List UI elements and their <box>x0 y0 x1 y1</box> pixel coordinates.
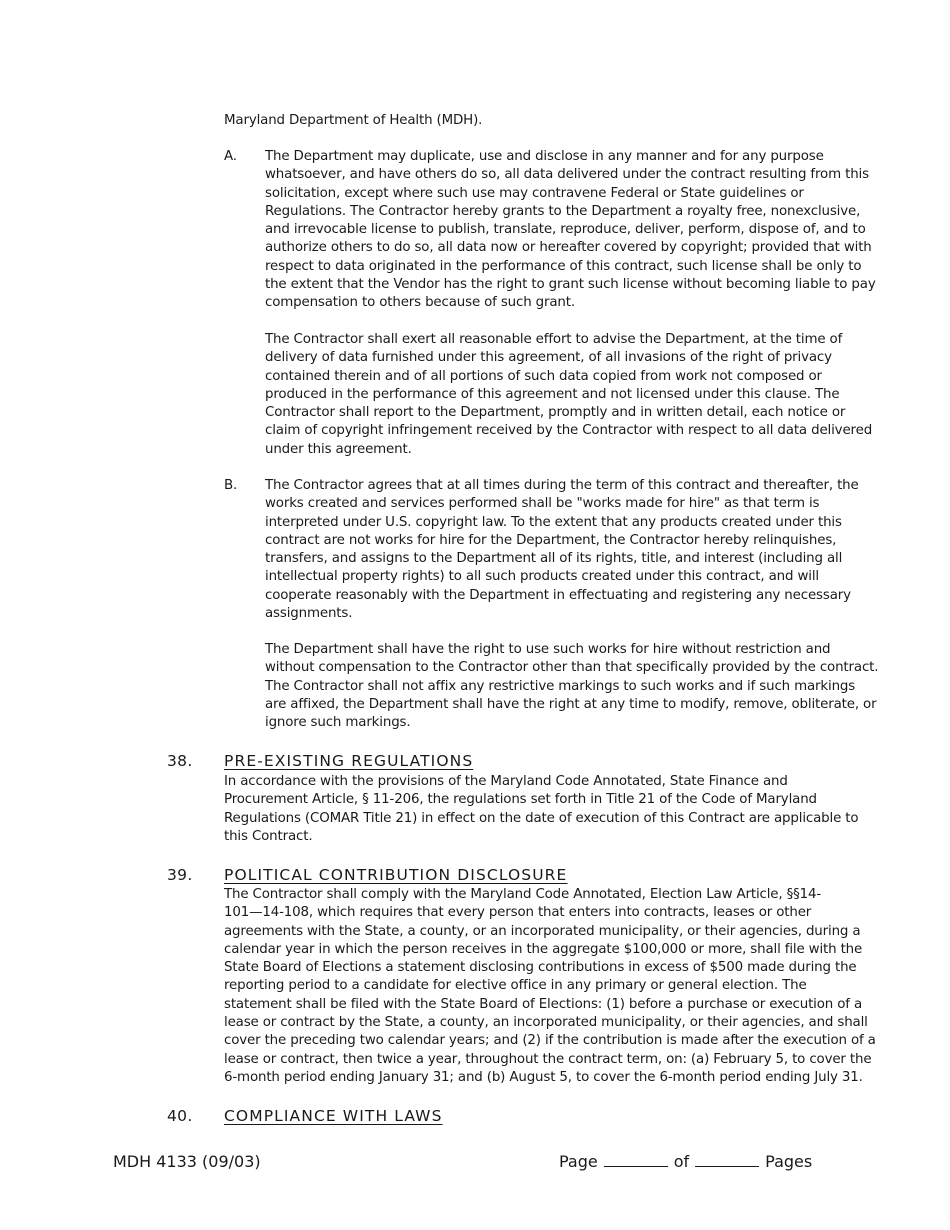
section-39-body <box>224 886 876 1087</box>
section-38-number: 38. <box>167 752 193 770</box>
text-line: agreements with the State, a county, or an incorporated municipality, or their agencies, during a <box>224 923 861 939</box>
pages-word: Pages <box>765 1152 813 1171</box>
text-line: The Department may duplicate, use and disclose in any manner and for any purpose <box>265 149 824 164</box>
item-a-para1 <box>265 148 876 313</box>
text-line: and irrevocable license to publish, translate, reproduce, deliver, perform, dispose of, and to <box>265 222 866 238</box>
text-line: The Department shall have the right to use such works for hire without restriction and <box>265 642 831 657</box>
text-line: whatsoever, and have others do so, all data delivered under the contract resulting from this <box>265 167 869 183</box>
item-b-para1 <box>265 477 859 623</box>
text-line: assignments. <box>265 606 353 622</box>
text-line: cooperate reasonably with the Department in effectuating and registering any necessary <box>265 587 851 603</box>
page-number-blank <box>604 1152 668 1167</box>
text-line: respect to data originated in the performance of this contract, such license shall be only to <box>265 258 862 274</box>
text-line: Procurement Article, § 11-206, the regulations set forth in Title 21 of the Code of Maryland <box>224 792 817 808</box>
text-line: The Contractor shall exert all reasonable effort to advise the Department, at the time of <box>265 332 843 347</box>
text-line: statement shall be filed with the State Board of Elections: (1) before a purchase or execution of a <box>224 996 863 1012</box>
section-39-number: 39. <box>167 866 193 884</box>
text-line: In accordance with the provisions of the Maryland Code Annotated, State Finance and <box>224 774 788 789</box>
text-line: this Contract. <box>224 828 313 844</box>
text-line: The Contractor shall comply with the Maryland Code Annotated, Election Law Article, §§14- <box>224 887 822 902</box>
text-line: Contractor shall report to the Department, promptly and in written detail, each notice or <box>265 405 846 421</box>
item-b-para2 <box>265 641 879 732</box>
text-line: State Board of Elections a statement disclosing contributions in excess of $500 made during the <box>224 960 857 976</box>
text-line: produced in the performance of this agreement and not licensed under this clause. The <box>265 386 840 402</box>
text-line: solicitation, except where such use may contravene Federal or State guidelines or <box>265 185 804 201</box>
section-40-number: 40. <box>167 1107 193 1125</box>
text-line: are affixed, the Department shall have the right at any time to modify, remove, obliterate, or <box>265 696 877 712</box>
footer-page-numbering <box>559 1152 812 1171</box>
text-line: Regulations (COMAR Title 21) in effect on the date of execution of this Contract are applicable to <box>224 810 859 826</box>
section-38-body <box>224 773 864 846</box>
text-line: intellectual property rights) to all such products created under this contract, and will <box>265 569 819 585</box>
text-line: without compensation to the Contractor other than that specifically provided by the contract. <box>265 660 879 676</box>
text-line: the extent that the Vendor has the right to grant such license without becoming liable to pay <box>265 277 876 293</box>
item-a-para2 <box>265 331 873 459</box>
page-total-blank <box>695 1152 759 1167</box>
text-line: interpreted under U.S. copyright law. To the extent that any products created under this <box>265 514 842 530</box>
section-39-heading: POLITICAL CONTRIBUTION DISCLOSURE <box>224 866 568 884</box>
text-line: contract are not works for hire for the Department, the Contractor hereby relinquishes, <box>265 532 837 548</box>
text-line: transfers, and assigns to the Department all of its rights, title, and interest (including all <box>265 551 843 567</box>
text-line: lease or contract, then twice a year, throughout the contract term, on: (a) February 5, to cover the <box>224 1051 872 1067</box>
text-line: works created and services performed shall be "works made for hire" as that term is <box>265 496 820 512</box>
text-line: 6-month period ending January 31; and (b) August 5, to cover the 6-month period ending July 31. <box>224 1069 863 1085</box>
footer-form-id: MDH 4133 (09/03) <box>113 1152 261 1171</box>
text-line: Regulations. The Contractor hereby grants to the Department a royalty free, nonexclusive, <box>265 203 861 219</box>
text-line: authorize others to do so, all data now or hereafter covered by copyright; provided that with <box>265 240 872 256</box>
text-line: 101—14-108, which requires that every person that enters into contracts, leases or other <box>224 905 812 921</box>
section-38-heading: PRE-EXISTING REGULATIONS <box>224 752 474 770</box>
intro-line: Maryland Department of Health (MDH). <box>224 113 483 128</box>
text-line: The Contractor shall not affix any restrictive markings to such works and if such markings <box>265 678 856 694</box>
text-line: calendar year in which the person receives in the aggregate $100,000 or more, shall file with the <box>224 941 863 957</box>
text-line: lease or contract by the State, a county, an incorporated municipality, or their agencies, and shall <box>224 1015 868 1031</box>
text-line: contained therein and of all portions of such data copied from work not composed or <box>265 368 822 384</box>
text-line: claim of copyright infringement received by the Contractor with respect to all data delivered <box>265 423 873 439</box>
of-word: of <box>673 1152 690 1171</box>
text-line: reporting period to a candidate for elective office in any primary or general election. The <box>224 978 807 994</box>
text-line: The Contractor agrees that at all times during the term of this contract and thereafter, the <box>265 478 859 493</box>
section-40-heading: COMPLIANCE WITH LAWS <box>224 1107 443 1125</box>
text-line: delivery of data furnished under this agreement, of all invasions of the right of privacy <box>265 350 832 366</box>
page-word: Page <box>559 1152 598 1171</box>
text-line: ignore such markings. <box>265 715 411 731</box>
text-line: under this agreement. <box>265 441 412 457</box>
text-line: cover the preceding two calendar years; and (2) if the contribution is made after the execution of a <box>224 1033 876 1049</box>
text-line: compensation to others because of such grant. <box>265 295 575 311</box>
item-label-b: B. <box>224 478 238 493</box>
item-label-a: A. <box>224 149 237 164</box>
